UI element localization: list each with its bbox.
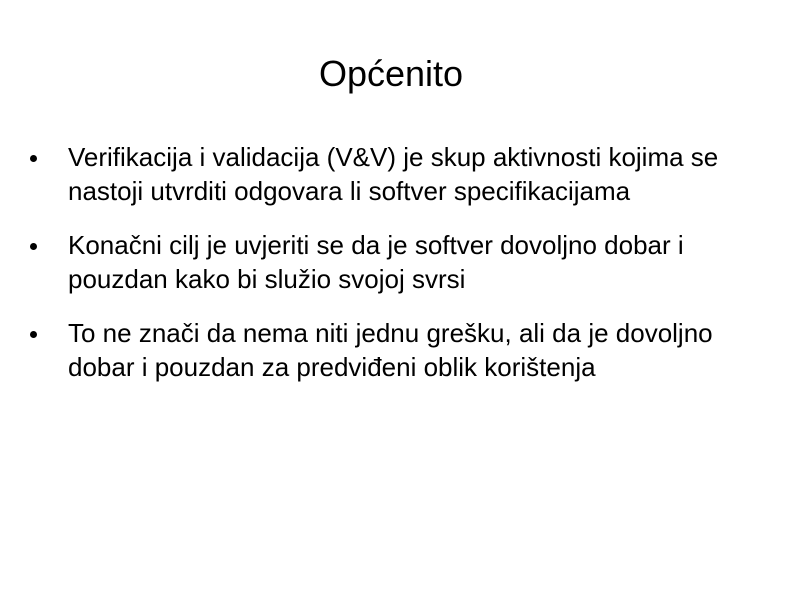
bullet-text: Verifikacija i validacija (V&V) je skup aktivnosti kojima se nastoji utvrditi odgovara li softver specifikacijama — [68, 142, 719, 206]
slide-title: Općenito — [318, 53, 464, 94]
bullet-dot-icon — [30, 155, 37, 162]
bullet-item — [30, 228, 750, 296]
bullet-item — [30, 316, 750, 384]
bullet-dot-icon — [30, 243, 37, 250]
bullet-text: To ne znači da nema niti jednu grešku, ali da je dovoljno dobar i pouzdan za predviđeni oblik korištenja — [68, 318, 713, 382]
bullet-list — [30, 140, 750, 384]
bullet-text: Konačni cilj je uvjeriti se da je softver dovoljno dobar i pouzdan kako bi služio svojoj svrsi — [68, 230, 684, 294]
bullet-dot-icon — [30, 331, 37, 338]
bullet-item — [30, 140, 750, 208]
